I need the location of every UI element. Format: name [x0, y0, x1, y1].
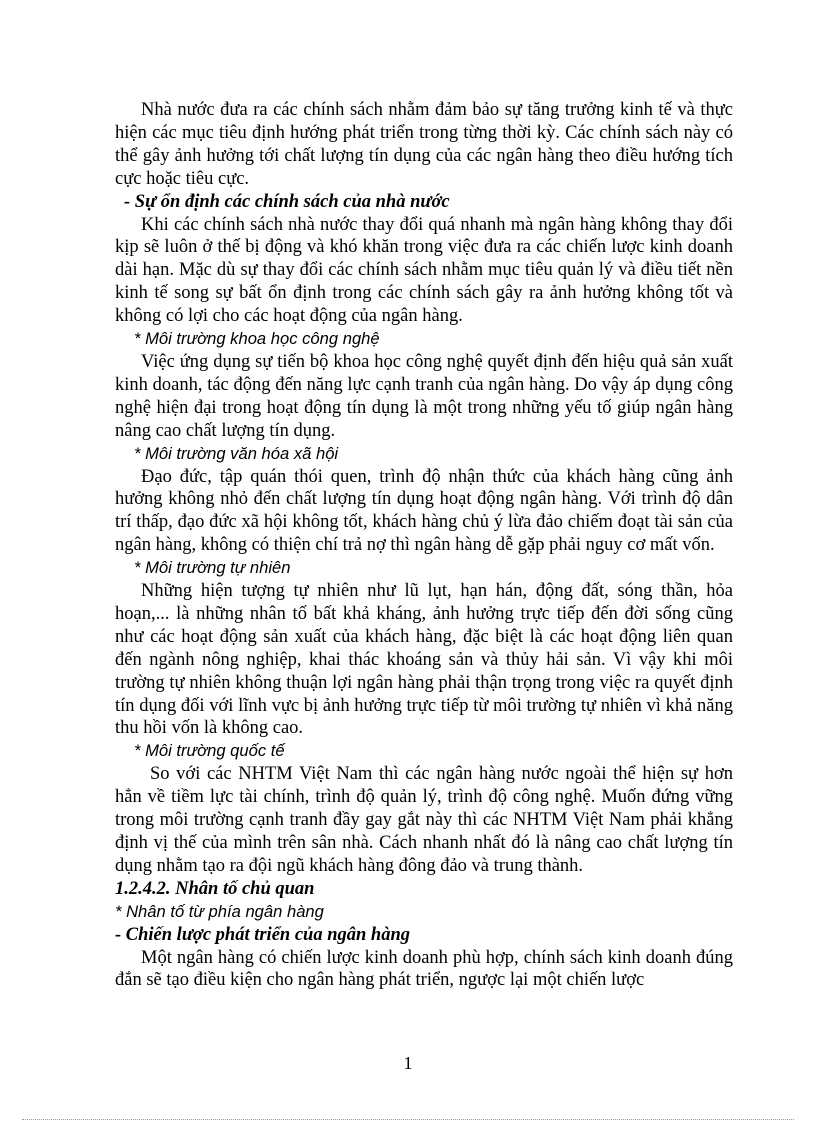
subheading-bank-factors: * Nhân tố từ phía ngân hàng	[115, 901, 324, 921]
page-footer-divider	[22, 1119, 794, 1120]
heading-subjective-factors: 1.2.4.2. Nhân tố chủ quan	[115, 878, 315, 899]
heading-policy-stability: - Sự ổn định các chính sách của nhà nước	[124, 191, 450, 212]
subheading-international-environment: * Môi trường quốc tế	[134, 741, 285, 761]
subheading-culture-society: * Môi trường văn hóa xã hội	[134, 443, 339, 463]
page-number: 1	[403, 1053, 413, 1073]
heading-bank-strategy: - Chiến lược phát triển của ngân hàng	[115, 924, 410, 945]
paragraph-bank-strategy: Một ngân hàng có chiến lược kinh doanh phù hợp, chính sách kinh doanh đúng đắn sẽ tạo điều kiện cho ngân hàng phát triển, ngược lại một chiến lược	[115, 947, 733, 991]
document-body	[115, 99, 733, 992]
paragraph-natural-environment: Những hiện tượng tự nhiên như lũ lụt, hạn hán, động đất, sóng thần, hỏa hoạn,... là những nhân tố bất khả kháng, ảnh hưởng trực tiếp đến đời sống cũng như các hoạt động sản xuất của khách hàng, đặc biệt là các hoạt động liên quan đến ngành nông nghiệp, khai thác khoáng sản và thủy hải sản. Vì vậy khi môi trường tự nhiên không thuận lợi ngân hàng phải thận trọng trong việc ra quyết định tín dụng đối với lĩnh vực bị ảnh hưởng trực tiếp từ môi trường tự nhiên vì khả năng thu hồi vốn là không cao.	[115, 581, 733, 739]
paragraph-culture-society: Đạo đức, tập quán thói quen, trình độ nhận thức của khách hàng cũng ảnh hưởng không nhỏ đến chất lượng tín dụng hoạt động ngân hàng. Với trình độ dân trí thấp, đạo đức xã hội không tốt, khách hàng chủ ý lừa đảo chiếm đoạt tài sản của ngân hàng, không có thiện chí trả nợ thì ngân hàng dễ gặp phải nguy cơ mất vốn.	[115, 466, 733, 556]
paragraph-science-technology: Việc ứng dụng sự tiến bộ khoa học công nghệ quyết định đến hiệu quả sản xuất kinh doanh, tác động đến năng lực cạnh tranh của ngân hàng. Do vậy áp dụng công nghệ hiện đại trong hoạt động tín dụng là một trong những yếu tố giúp ngân hàng nâng cao chất lượng tín dụng.	[115, 351, 733, 441]
subheading-science-technology: * Môi trường khoa học công nghệ	[134, 329, 380, 349]
paragraph-policy-stability: Khi các chính sách nhà nước thay đổi quá nhanh mà ngân hàng không thay đổi kịp sẽ luôn ở thế bị động và khó khăn trong việc đưa ra các chiến lược kinh doanh dài hạn. Mặc dù sự thay đổi các chính sách nhằm mục tiêu quản lý và điều tiết nền kinh tế song sự bất ổn định trong các chính sách gây ra ảnh hưởng không tốt và không có lợi cho các hoạt động của ngân hàng.	[115, 214, 733, 327]
paragraph-international-environment: So với các NHTM Việt Nam thì các ngân hàng nước ngoài thể hiện sự hơn hẳn về tiềm lực tài chính, trình độ quản lý, trình độ công nghệ. Muốn đứng vững trong môi trường cạnh tranh đầy gay gắt này thì các NHTM Việt Nam phải khẳng định vị thế của mình trên sân nhà. Cách nhanh nhất đó là nâng cao chất lượng tín dụng nhằm tạo ra đội ngũ khách hàng đông đảo và trung thành.	[115, 764, 733, 876]
paragraph-government-policies: Nhà nước đưa ra các chính sách nhằm đảm bảo sự tăng trưởng kinh tế và thực hiện các mục tiêu định hướng phát triển trong từng thời kỳ. Các chính sách này có thể gây ảnh hưởng tới chất lượng tín dụng của các ngân hàng theo điều hướng tích cực hoặc tiêu cực.	[115, 100, 733, 189]
subheading-natural-environment: * Môi trường tự nhiên	[134, 558, 291, 578]
